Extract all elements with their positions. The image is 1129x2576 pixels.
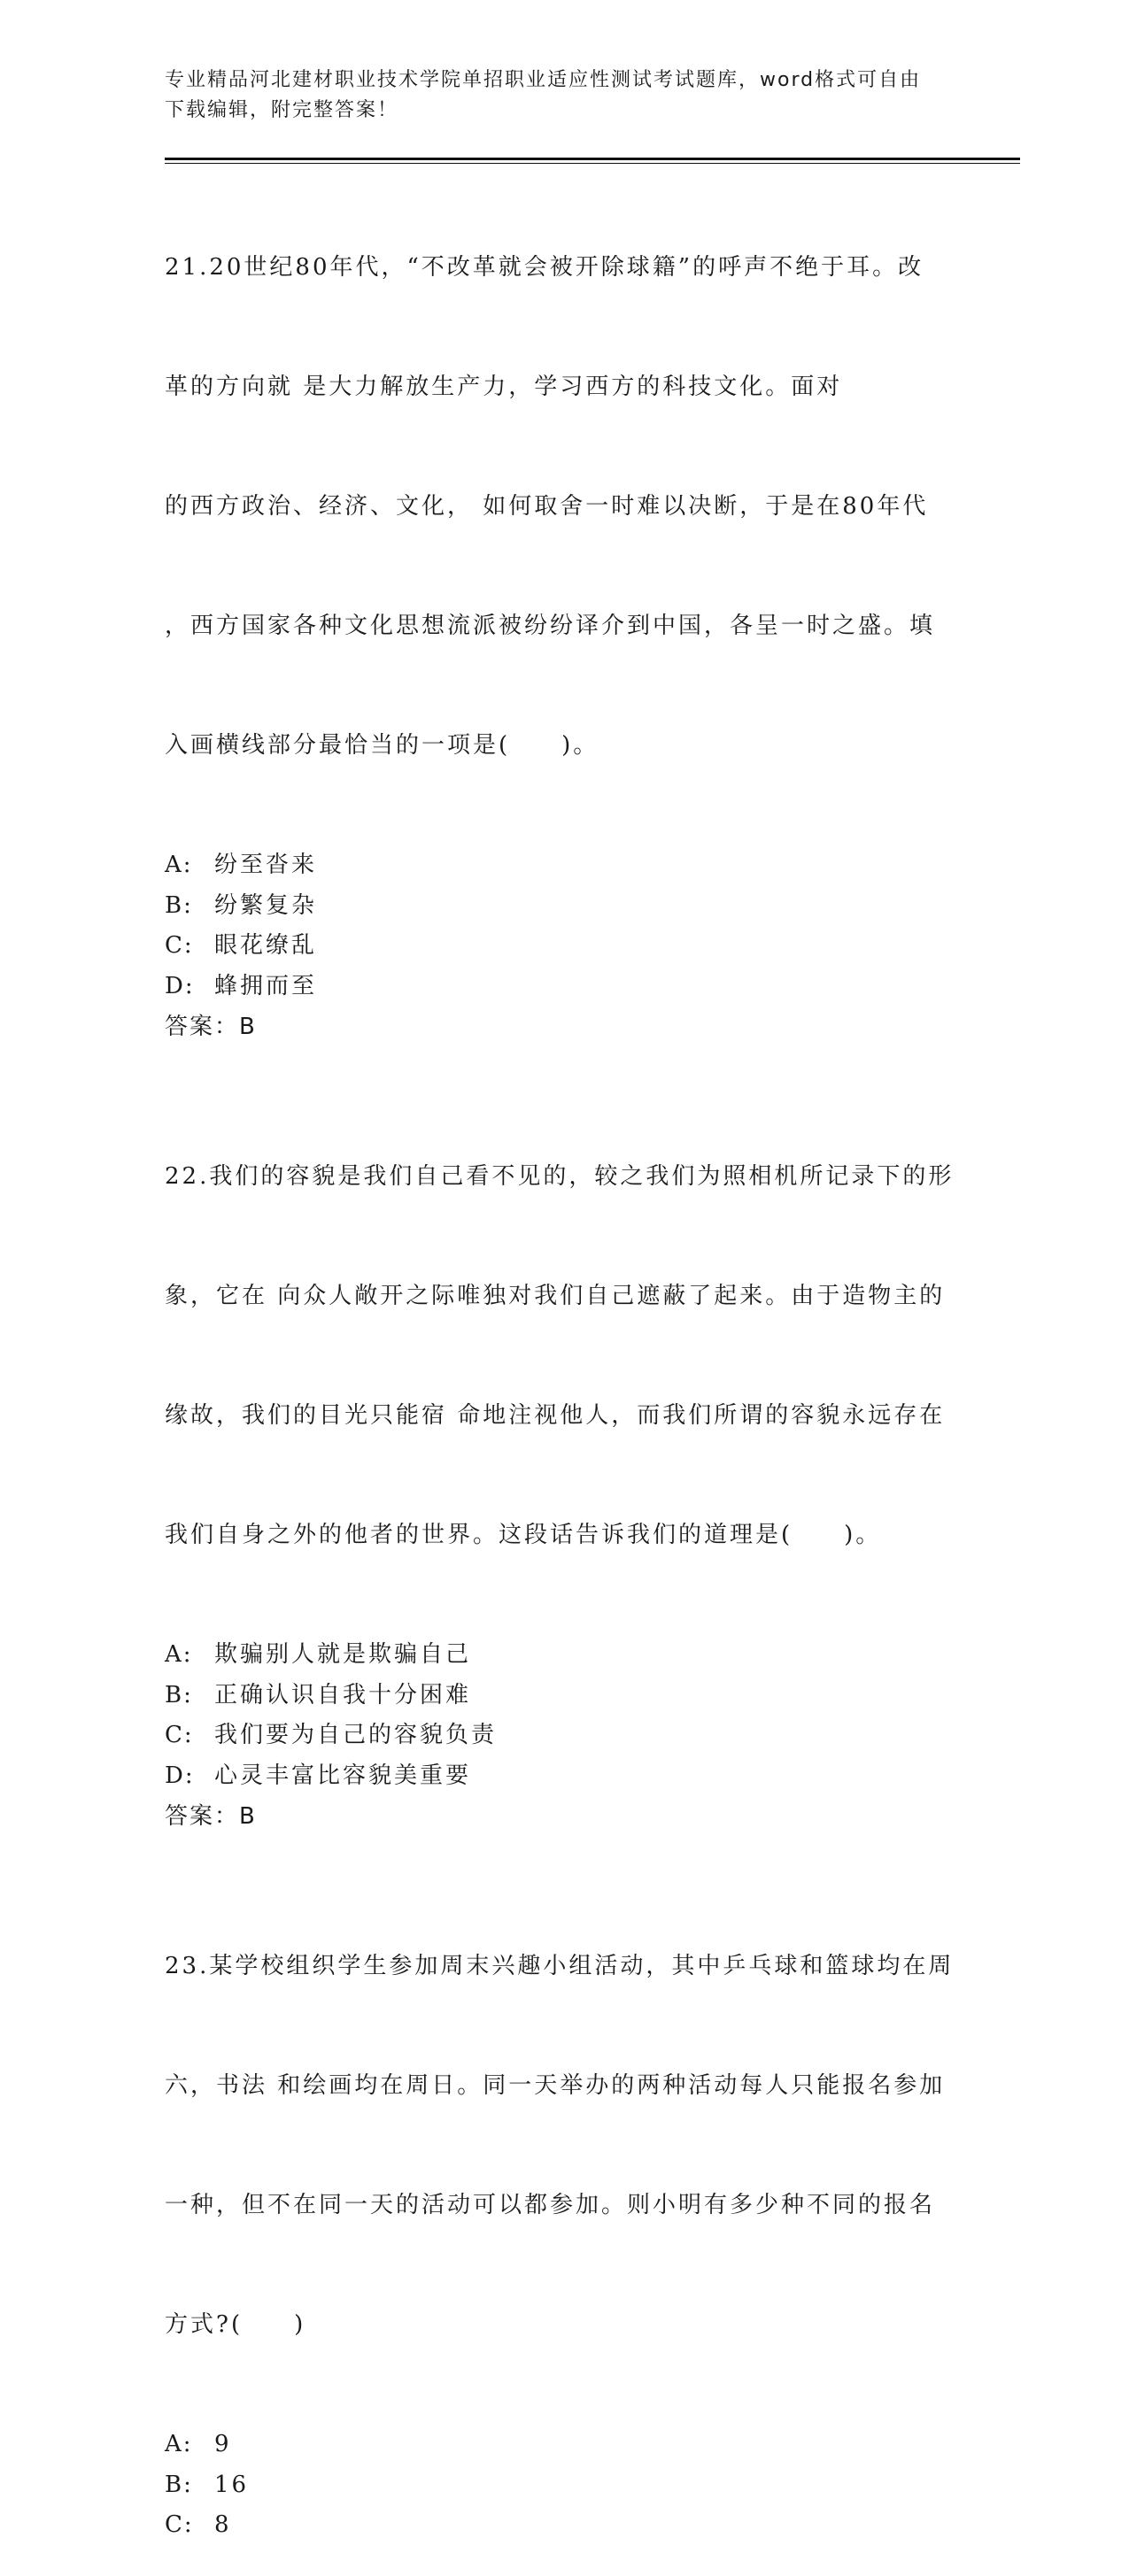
stem-line: ，西方国家各种文化思想流派被纷纷译介到中国，各呈一时之盛。填 bbox=[165, 613, 936, 639]
stem-line: 革的方向就 是大力解放生产力，学习西方的科技文化。面对 bbox=[165, 374, 843, 400]
header-line-1: 专业精品河北建材职业技术学院单招职业适应性测试考试题库，word格式可自由 bbox=[165, 69, 922, 91]
option-letter: A: bbox=[165, 852, 193, 878]
page-header bbox=[165, 66, 944, 126]
stem-line: 入画横线部分最恰当的一项是( )。 bbox=[165, 732, 599, 759]
stem-line: 方式?( ) bbox=[165, 2311, 306, 2338]
stem-line: 23.某学校组织学生参加周末兴趣小组活动，其中乒乓球和篮球均在周 bbox=[165, 1953, 955, 1979]
option-letter: A: bbox=[165, 1641, 193, 1668]
answer-label: 答案： bbox=[165, 1803, 240, 1830]
option-letter: C: bbox=[165, 2511, 194, 2538]
header-divider bbox=[165, 158, 1020, 164]
option-letter: B: bbox=[165, 2471, 193, 2498]
option-b bbox=[165, 1676, 962, 1716]
question-22 bbox=[165, 1077, 962, 1837]
option-d bbox=[165, 1756, 962, 1797]
option-text: 纷至沓来 bbox=[214, 852, 318, 878]
option-b bbox=[165, 2465, 962, 2506]
question-23 bbox=[165, 1867, 962, 2546]
answer-value: B bbox=[239, 1014, 257, 1040]
option-b bbox=[165, 886, 962, 927]
question-21 bbox=[165, 168, 962, 1047]
stem-line: 的西方政治、经济、文化， 如何取舍一时难以决断，于是在80年代 bbox=[165, 493, 929, 520]
option-text: 正确认识自我十分困难 bbox=[214, 1681, 472, 1708]
option-letter: B: bbox=[165, 891, 193, 919]
option-text: 欺骗别人就是欺骗自己 bbox=[214, 1641, 472, 1668]
option-a bbox=[165, 845, 962, 886]
option-c bbox=[165, 2505, 962, 2546]
option-a bbox=[165, 2425, 962, 2465]
option-a bbox=[165, 1635, 962, 1676]
option-text: 眼花缭乱 bbox=[214, 932, 318, 959]
question-list bbox=[165, 168, 962, 2576]
option-text: 8 bbox=[214, 2511, 232, 2538]
option-text: 蜂拥而至 bbox=[214, 972, 318, 999]
option-text: 16 bbox=[214, 2471, 250, 2498]
option-letter: C: bbox=[165, 1722, 194, 1748]
option-letter: C: bbox=[165, 932, 194, 959]
question-stem bbox=[165, 168, 962, 845]
stem-line: 21.20世纪80年代，“不改革就会被开除球籍”的呼声不绝于耳。改 bbox=[165, 254, 924, 281]
option-letter: A: bbox=[165, 2431, 193, 2457]
answer-value: B bbox=[239, 1803, 257, 1830]
option-text: 纷繁复杂 bbox=[214, 891, 318, 919]
answer-label: 答案： bbox=[165, 1014, 240, 1040]
option-c bbox=[165, 1716, 962, 1756]
stem-line: 22.我们的容貌是我们自己看不见的，较之我们为照相机所记录下的形 bbox=[165, 1163, 955, 1190]
answer-line bbox=[165, 1006, 962, 1047]
option-text: 我们要为自己的容貌负责 bbox=[214, 1722, 498, 1748]
header-line-2: 下载编辑，附完整答案！ bbox=[165, 99, 399, 121]
question-stem bbox=[165, 1077, 962, 1635]
option-c bbox=[165, 926, 962, 967]
answer-line bbox=[165, 1796, 962, 1837]
option-text: 心灵丰富比容貌美重要 bbox=[214, 1762, 472, 1789]
stem-line: 我们自身之外的他者的世界。这段话告诉我们的道理是( )。 bbox=[165, 1522, 882, 1548]
stem-line: 象，它在 向众人敞开之际唯独对我们自己遮蔽了起来。由于造物主的 bbox=[165, 1283, 946, 1309]
stem-line: 缘故，我们的目光只能宿 命地注视他人，而我们所谓的容貌永远存在 bbox=[165, 1402, 946, 1429]
stem-line: 六，书法 和绘画均在周日。同一天举办的两种活动每人只能报名参加 bbox=[165, 2072, 946, 2099]
stem-line: 一种，但不在同一天的活动可以都参加。则小明有多少种不同的报名 bbox=[165, 2192, 936, 2218]
option-letter: D: bbox=[165, 1762, 195, 1789]
option-d bbox=[165, 967, 962, 1007]
option-letter: D: bbox=[165, 972, 195, 999]
question-stem bbox=[165, 1867, 962, 2425]
option-letter: B: bbox=[165, 1681, 193, 1708]
option-text: 9 bbox=[214, 2431, 232, 2457]
